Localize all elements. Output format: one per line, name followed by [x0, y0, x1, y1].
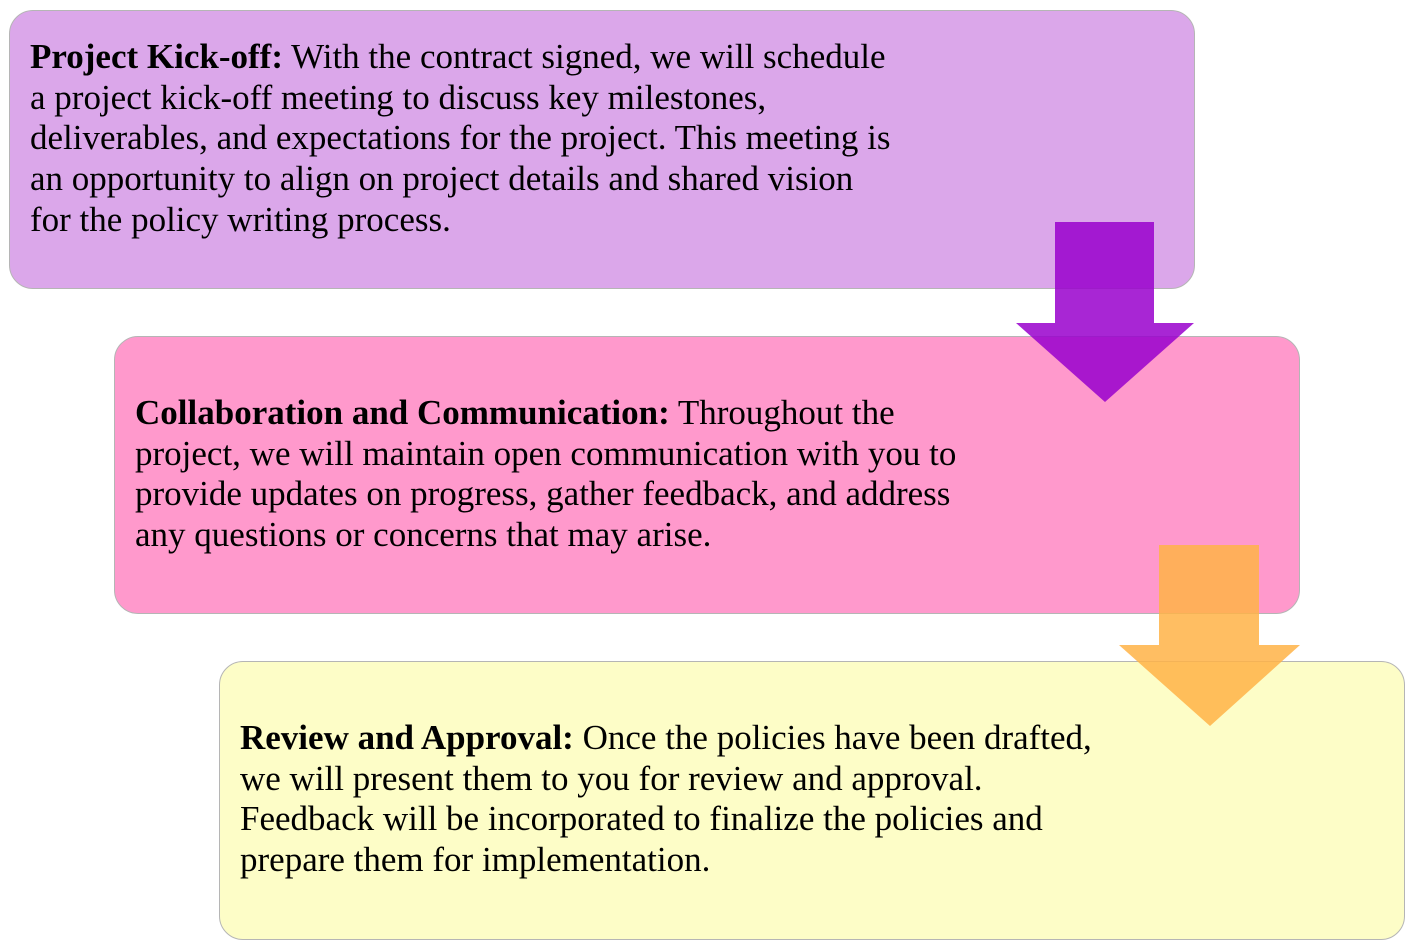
step-paragraph [135, 393, 1005, 556]
step-text: With the contract signed, we will schedule a project kick-off meeting to discuss key milestones, deliverables, and expectations for the project. This meeting is an opportunity to align on project details and shared vision for the policy writing process. [30, 37, 891, 239]
step-box-review-approval [219, 661, 1405, 940]
step-title: Review and Approval: [240, 718, 574, 757]
step-paragraph [240, 718, 1120, 881]
step-text: Throughout the project, we will maintain open communication with you to provide updates on progress, gather feedback, and address any questions or concerns that may arise. [135, 393, 957, 555]
step-text: Once the policies have been drafted, we will present them to you for review and approval. Feedback will be incorporated to finalize the policies and prepare them for implementation. [240, 718, 1092, 880]
step-box-collaboration [114, 336, 1300, 614]
step-box-project-kickoff [9, 10, 1195, 289]
step-title: Collaboration and Communication: [135, 393, 670, 432]
step-paragraph [30, 37, 900, 241]
step-title: Project Kick-off: [30, 37, 283, 76]
